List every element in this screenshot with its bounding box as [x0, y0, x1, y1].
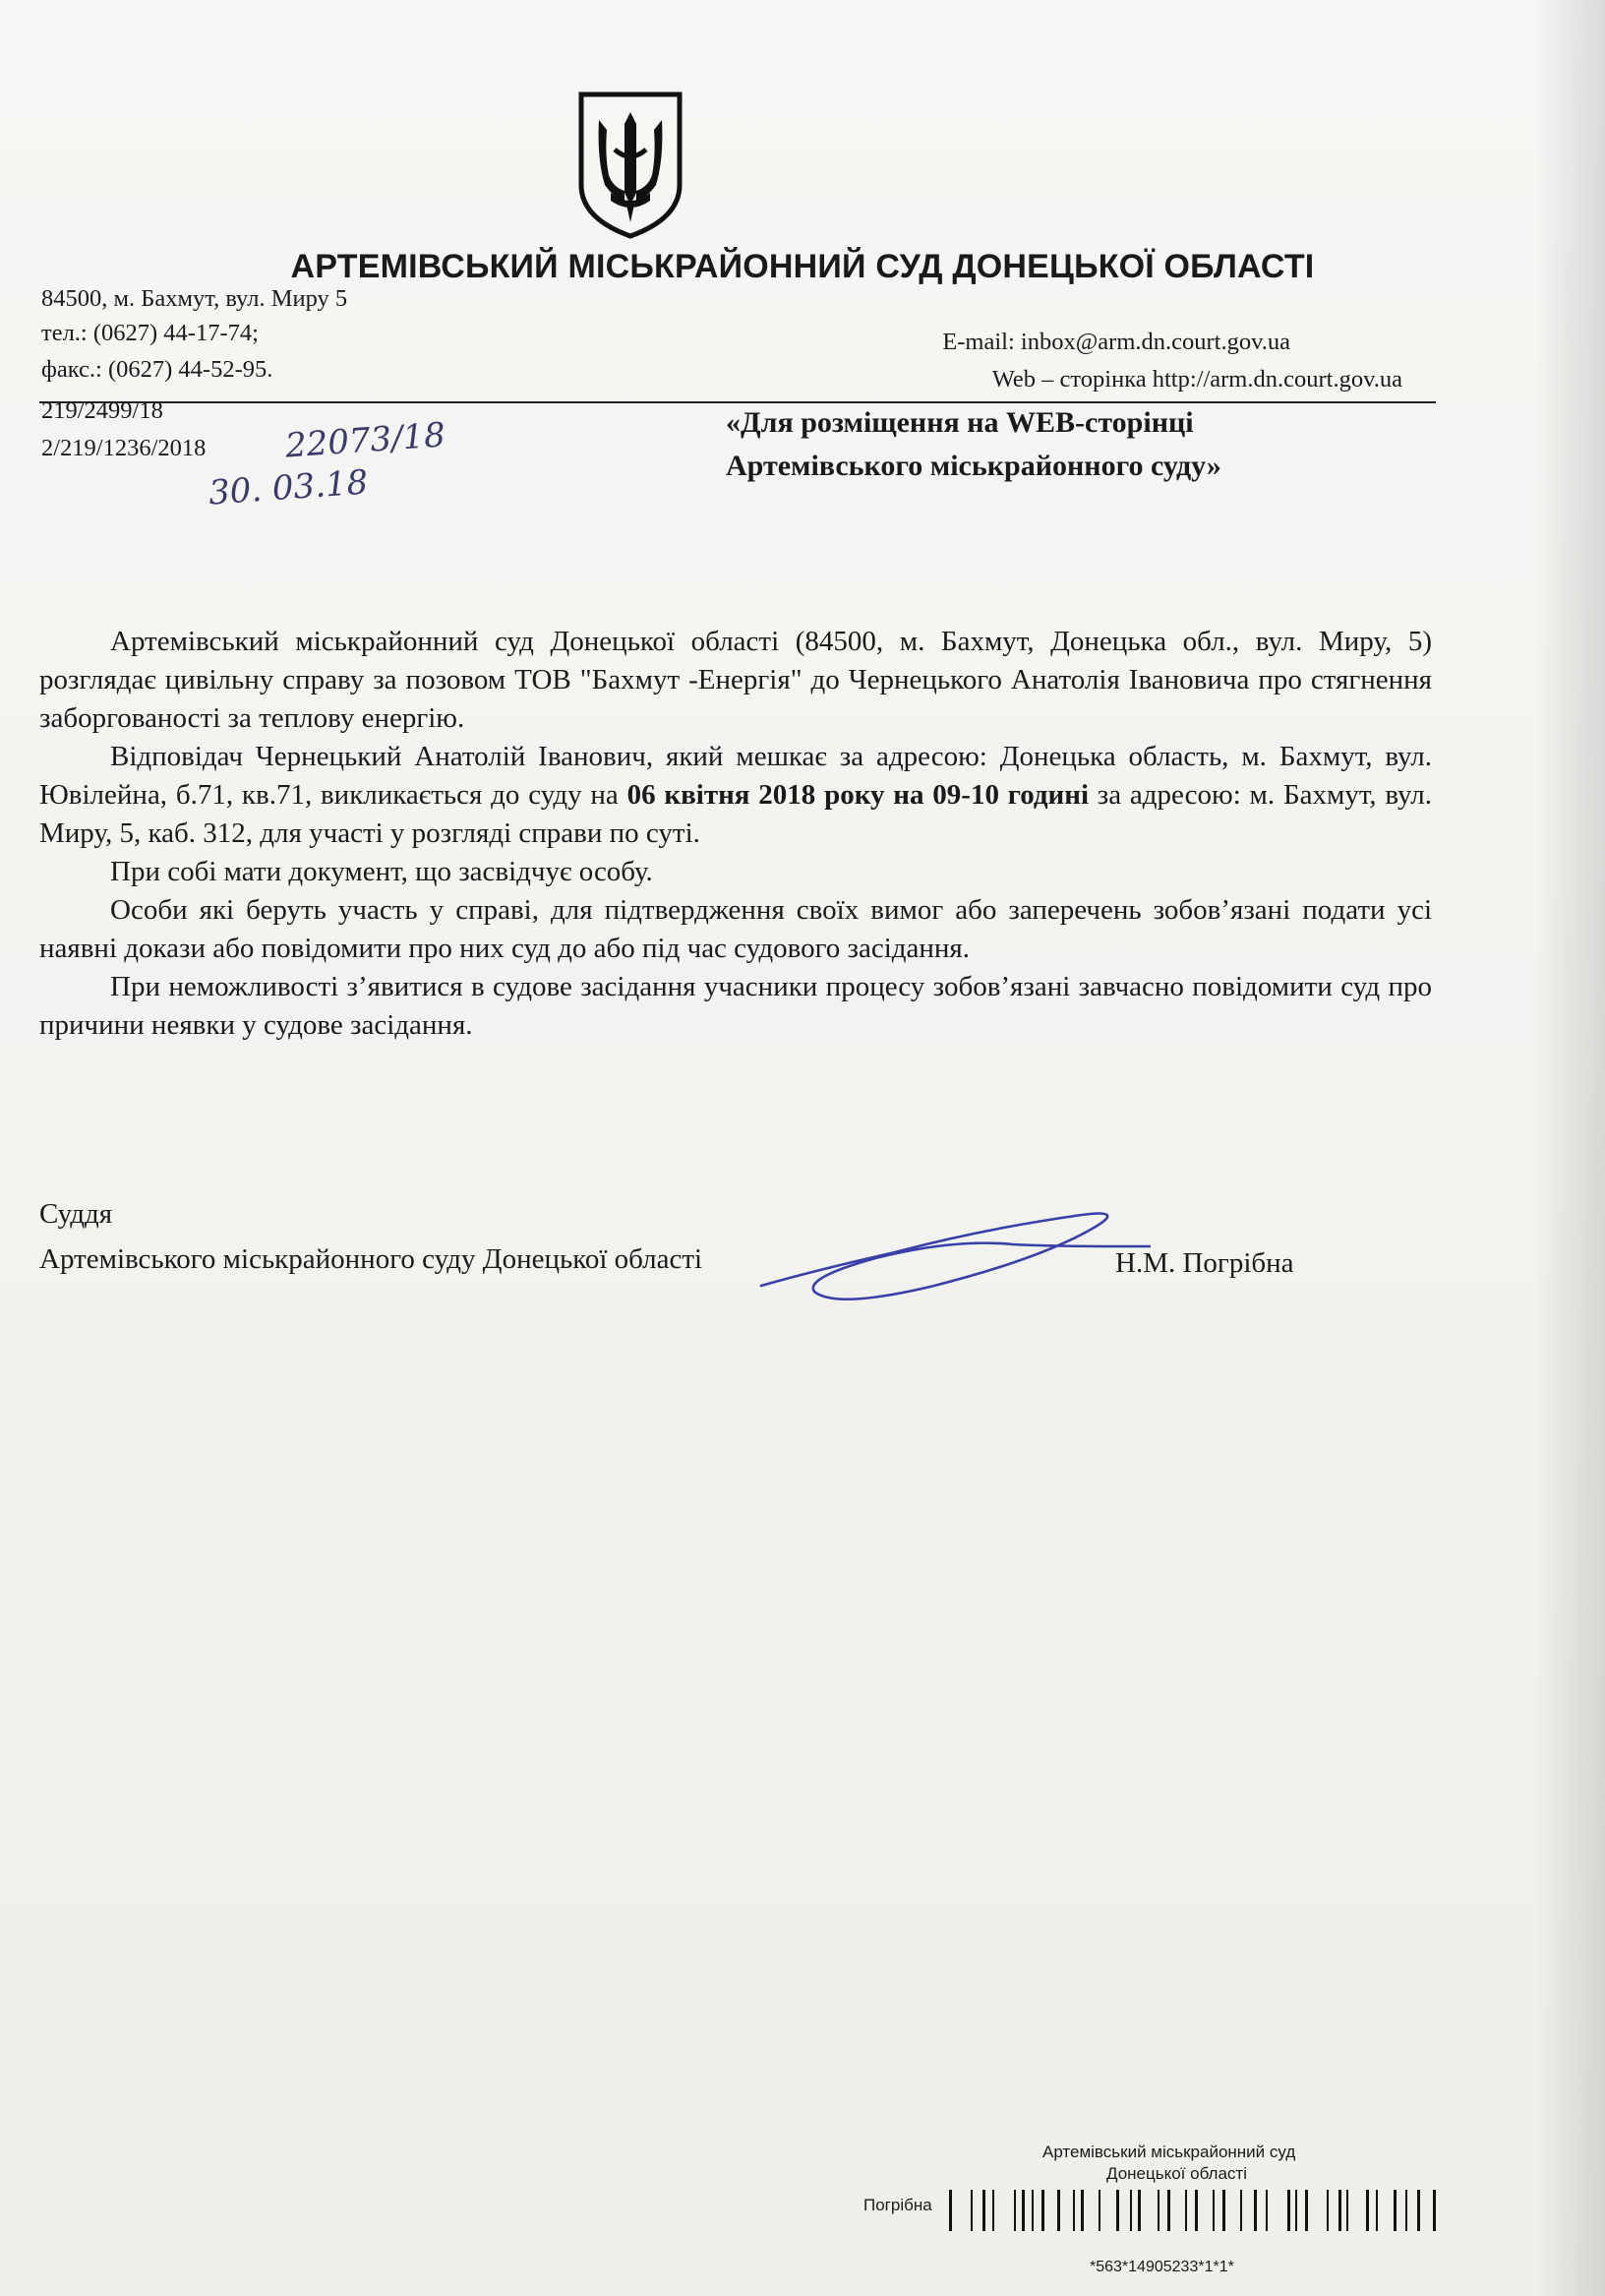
court-phone: тел.: (0627) 44-17-74;: [41, 320, 259, 346]
handwritten-registration-date: 30. 03.18: [207, 462, 370, 514]
barcode-registry-stamp: [856, 2141, 1446, 2288]
court-fax: факс.: (0627) 44-52-95.: [41, 356, 273, 383]
paragraph-case-description: Артемівський міськрайонний суд Донецької області (84500, м. Бахмут, Донецька обл., вул. Миру, 5) розглядає цивільну справу за позовом ТОВ "Бахмут -Енергія" до Чернецького Анатолія Івановича про стягнення заборгованості за теплову енергію.: [39, 626, 1432, 734]
page-edge-shadow: [1536, 0, 1605, 2296]
web-note-line-1: «Для розміщення на WEB-сторінці: [726, 406, 1194, 439]
case-number-2: 2/219/1236/2018: [41, 435, 207, 461]
coat-of-arms-emblem: [575, 91, 685, 240]
court-address: 84500, м. Бахмут, вул. Миру 5: [41, 285, 348, 312]
handwritten-signature: [757, 1195, 1151, 1313]
barcode-bars: [949, 2190, 1441, 2231]
handwritten-registration-number: 22073/18: [283, 415, 447, 466]
barcode-court-line-2: Донецької області: [1106, 2164, 1247, 2183]
court-website: Web – сторінка http://arm.dn.court.gov.ua: [991, 366, 1402, 393]
summons-body: [39, 623, 1432, 1045]
signature-court: Артемівського міськрайонного суду Донецької області: [39, 1243, 703, 1275]
case-number-1: 219/2499/18: [41, 397, 163, 424]
paragraph-evidence: Особи які беруть участь у справі, для підтвердження своїх вимог або заперечень зобов’язані подати усі наявні докази або повідомити про них суд до або під час судового засідання.: [39, 894, 1432, 964]
court-name-heading: АРТЕМІВСЬКИЙ МІСЬКРАЙОННИЙ СУД ДОНЕЦЬКОЇ ОБЛАСТІ: [290, 248, 1315, 285]
web-note-line-2: Артемівського міськрайонного суду»: [726, 450, 1221, 482]
barcode-judge-label: Погрібна: [863, 2196, 932, 2214]
judge-name: Н.М. Погрібна: [1115, 1247, 1294, 1279]
summons-text-a: Відповідач Чернецький Анатолій Іванович, який мешкає за адресою: Донецька область, м. Бахмут, вул. Ювілейна, б.71, кв.71, викликається до суду на: [39, 741, 1432, 811]
paragraph-identity-document: При собі мати документ, що засвідчує особу.: [110, 856, 653, 887]
paragraph-defendant-summons: [39, 738, 1432, 853]
signature-title: Суддя: [39, 1198, 113, 1230]
court-email: E-mail: inbox@arm.dn.court.gov.ua: [942, 329, 1290, 355]
barcode-code-text: *563*14905233*1*1*: [1090, 2259, 1234, 2275]
barcode-court-line-1: Артемівський міськрайонний суд: [1042, 2143, 1296, 2161]
hearing-date-time: 06 квітня 2018 року на 09-10 годині: [626, 779, 1090, 811]
web-publication-note: [726, 401, 1221, 488]
paragraph-absence-notice: При неможливості з’явитися в судове засідання учасники процесу зобов’язані завчасно повідомити суд про причини неявки у судове засідання.: [39, 971, 1432, 1041]
summons-text-b: за адресою: м. Бахмут, вул. Миру, 5, каб. 312, для участі у розгляді справи по суті.: [39, 779, 1433, 849]
